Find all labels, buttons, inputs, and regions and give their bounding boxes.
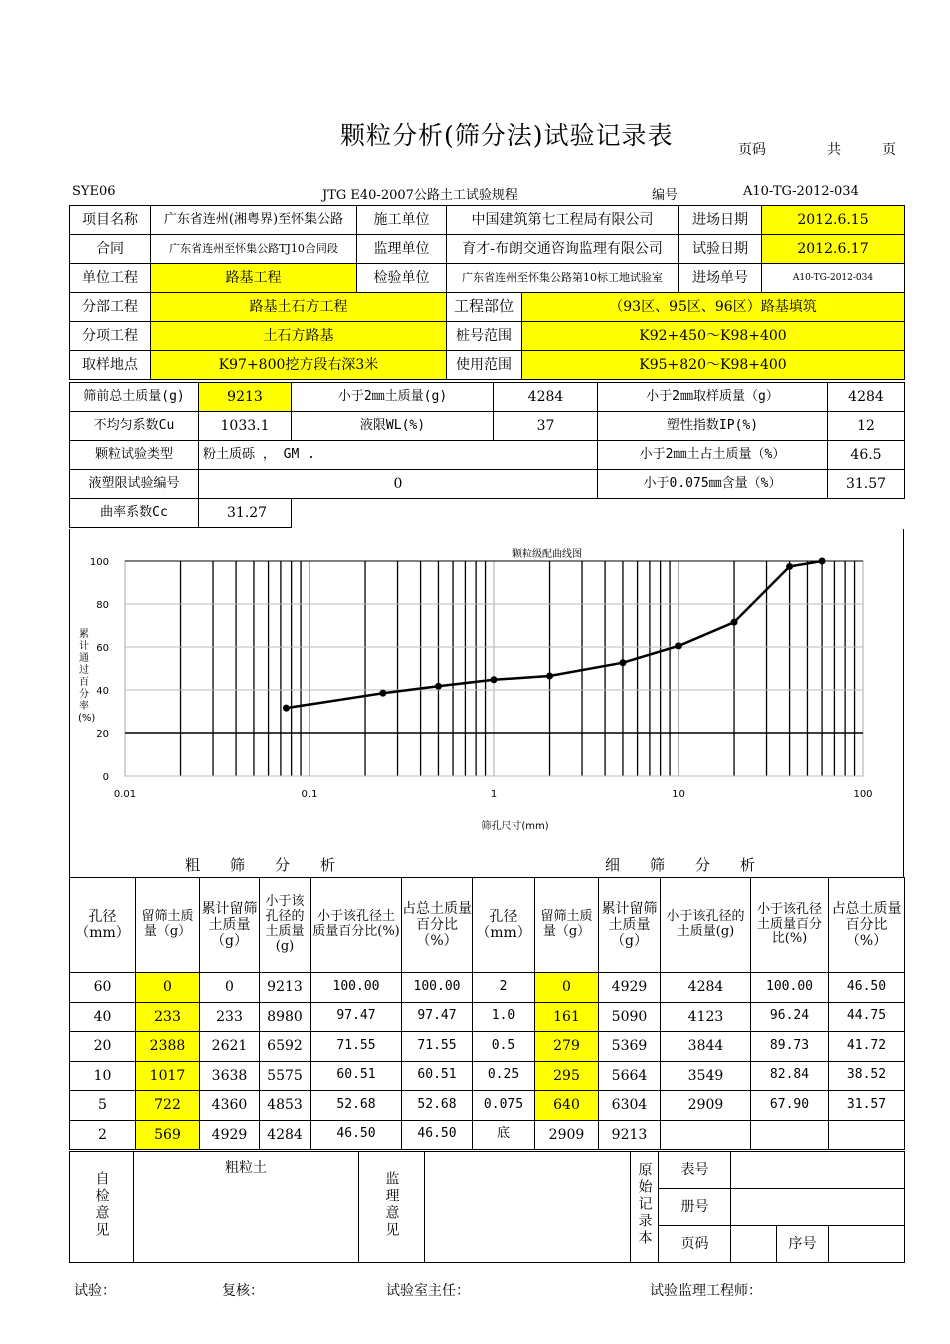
- contract-label: 合同: [70, 235, 151, 264]
- coarse-section-title: 粗 筛 分 析: [185, 856, 336, 874]
- usage-range-label: 使用范围: [447, 351, 522, 380]
- fine-cell: 0.25: [473, 1061, 535, 1091]
- chart-ylabel: 累计通过百分率(%): [78, 629, 96, 724]
- coarse-cell: 2388: [136, 1032, 200, 1062]
- record-page-label: 页码: [659, 1226, 731, 1263]
- fine-cell: 5090: [599, 1002, 661, 1032]
- coarse-cell: 5: [70, 1091, 136, 1121]
- serial-number-label: 编号: [652, 188, 679, 203]
- data-point: [619, 659, 626, 666]
- station-range: K92+450～K98+400: [522, 322, 905, 351]
- coarse-cell: 0: [136, 973, 200, 1003]
- fine-cell: 4284: [661, 973, 751, 1003]
- fine-cell: 1.0: [473, 1002, 535, 1032]
- coarse-cell: 52.68: [311, 1091, 402, 1121]
- cc-value: 31.27: [199, 499, 292, 528]
- contractor-label: 施工单位: [357, 206, 447, 235]
- coarse-cell: 71.55: [402, 1032, 473, 1062]
- total-mass-label: 筛前总土质量(g): [70, 383, 199, 412]
- sieve-row: [70, 1120, 905, 1150]
- coarse-cell: 71.55: [311, 1032, 402, 1062]
- contract: 广东省连州至怀集公路TJ10合同段: [151, 235, 357, 264]
- cu-label: 不均匀系数Cu: [70, 412, 199, 441]
- supervisor: 育才-布朗交通咨询监理有限公司: [447, 235, 679, 264]
- data-point: [675, 642, 682, 649]
- coarse-cell: 4929: [200, 1120, 260, 1150]
- coarse-cell: 6592: [260, 1032, 311, 1062]
- coarse-cell: 60.51: [311, 1061, 402, 1091]
- project-name-label: 项目名称: [70, 206, 151, 235]
- test-standard: JTG E40-2007公路土工试验规程: [322, 188, 518, 203]
- usage-range: K95+820～K98+400: [522, 351, 905, 380]
- coarse-col-cum-retained: 累计留筛土质量（g）: [200, 878, 260, 973]
- project-info-table: [69, 205, 905, 380]
- fine-cell: 4123: [661, 1002, 751, 1032]
- coarse-cell: 40: [70, 1002, 136, 1032]
- x-tick-label: 0.01: [113, 789, 137, 800]
- fine-cell: 96.24: [751, 1002, 829, 1032]
- fine-cell: [829, 1120, 905, 1150]
- fine-cell: 89.73: [751, 1032, 829, 1062]
- fine-cell: 3844: [661, 1032, 751, 1062]
- mass-below-2mm: 4284: [494, 383, 598, 412]
- sample-mass-below-2mm: 4284: [828, 383, 905, 412]
- fine-cell: 5369: [599, 1032, 661, 1062]
- unit-project: 路基工程: [151, 264, 357, 293]
- gradation-chart-svg: [70, 529, 903, 877]
- contractor: 中国建筑第七工程局有限公司: [447, 206, 679, 235]
- coarse-cell: 60.51: [402, 1061, 473, 1091]
- coarse-cell: 3638: [200, 1061, 260, 1091]
- coarse-col-retained: 留筛土质量（g）: [136, 878, 200, 973]
- tester-label: 试验：: [74, 1283, 116, 1299]
- data-point: [731, 619, 738, 626]
- coarse-cell: 722: [136, 1091, 200, 1121]
- sub-project: 土石方路基: [151, 322, 447, 351]
- coarse-cell: 2: [70, 1120, 136, 1150]
- fine-cell: [751, 1120, 829, 1150]
- test-date: 2012.6.17: [762, 235, 905, 264]
- page-unit-label: 页: [882, 142, 896, 158]
- fine-cell: 100.00: [751, 973, 829, 1003]
- coarse-cell: 60: [70, 973, 136, 1003]
- volume-no-label: 册号: [659, 1189, 731, 1226]
- fine-cell: [661, 1120, 751, 1150]
- liquid-limit: 37: [494, 412, 598, 441]
- y-tick-label: 100: [89, 557, 109, 568]
- coarse-cell: 569: [136, 1120, 200, 1150]
- mass-below-2mm-label: 小于2㎜土质量(g): [292, 383, 494, 412]
- form-code: SYE06: [72, 184, 116, 199]
- sieve-row: [70, 1002, 905, 1032]
- data-point: [819, 558, 826, 565]
- test-date-label: 试验日期: [679, 235, 762, 264]
- fine-cell: 4929: [599, 973, 661, 1003]
- original-record-label: 原始记录本: [636, 1162, 653, 1248]
- x-tick-label: 1: [490, 789, 498, 800]
- chart-xlabel: 筛孔尺寸(mm): [481, 821, 549, 832]
- form-no-label: 表号: [659, 1152, 731, 1189]
- coarse-cell: 20: [70, 1032, 136, 1062]
- station-range-label: 桩号范围: [447, 322, 522, 351]
- coarse-cell: 100.00: [311, 973, 402, 1003]
- sieve-analysis-table: [69, 877, 905, 1150]
- x-tick-label: 10: [672, 789, 685, 800]
- chart-series: [283, 558, 826, 712]
- x-tick-label: 100: [853, 789, 873, 800]
- sequence: [829, 1226, 905, 1263]
- coarse-cell: 4853: [260, 1091, 311, 1121]
- data-point: [491, 676, 498, 683]
- coarse-cell: 233: [136, 1002, 200, 1032]
- entry-date-label: 进场日期: [679, 206, 762, 235]
- project-name: 广东省连州(湘粤界)至怀集公路: [151, 206, 357, 235]
- chart-ticks: [90, 557, 873, 800]
- data-point: [786, 563, 793, 570]
- liquid-limit-label: 液限WL(%): [292, 412, 494, 441]
- coarse-cell: 2621: [200, 1032, 260, 1062]
- coarse-cell: 1017: [136, 1061, 200, 1091]
- fine-cell: 底: [473, 1120, 535, 1150]
- fine-cell: 0.5: [473, 1032, 535, 1062]
- fine-col-cum-retained: 累计留筛土质量（g）: [599, 878, 661, 973]
- fine-cell: 41.72: [829, 1032, 905, 1062]
- coarse-col-aperture: 孔径（mm）: [70, 878, 136, 973]
- data-point: [283, 705, 290, 712]
- fine-cell: 9213: [599, 1120, 661, 1150]
- sequence-label: 序号: [777, 1226, 829, 1263]
- fine-cell: 295: [535, 1061, 599, 1091]
- sampling-location: K97+800挖方段右深3米: [151, 351, 447, 380]
- reviewer-label: 复核：: [222, 1283, 264, 1299]
- entry-no: A10-TG-2012-034: [762, 264, 905, 293]
- fine-col-passing-percent: 小于该孔径土质量百分比(%): [751, 878, 829, 973]
- lab-director-label: 试验室主任：: [386, 1283, 470, 1299]
- coarse-col-total-percent: 占总土质量百分比（%）: [402, 878, 473, 973]
- page-number-label: 页码: [738, 142, 766, 158]
- data-point: [379, 690, 386, 697]
- total-mass: 9213: [199, 383, 292, 412]
- coarse-cell: 4360: [200, 1091, 260, 1121]
- comments-table: [69, 1151, 905, 1263]
- fine-cell: 0.075: [473, 1091, 535, 1121]
- fine-cell: 161: [535, 1002, 599, 1032]
- sampling-location-label: 取样地点: [70, 351, 151, 380]
- volume-no: [731, 1189, 905, 1226]
- y-tick-label: 40: [96, 686, 109, 697]
- fine-cell: 3549: [661, 1061, 751, 1091]
- percent-below-2mm: 46.5: [828, 441, 905, 470]
- coarse-cell: 10: [70, 1061, 136, 1091]
- supervisor-label: 监理单位: [357, 235, 447, 264]
- test-type-label: 颗粒试验类型: [70, 441, 199, 470]
- cc-label: 曲率系数Cc: [70, 499, 199, 528]
- entry-date: 2012.6.15: [762, 206, 905, 235]
- fine-cell: 46.50: [829, 973, 905, 1003]
- division-project-label: 分部工程: [70, 293, 151, 322]
- page-title: 颗粒分析(筛分法)试验记录表: [340, 121, 674, 150]
- inspection-unit: 广东省连州至怀集公路第10标工地试验室: [447, 264, 679, 293]
- gradation-curve: [286, 561, 822, 708]
- fine-cell: 31.57: [829, 1091, 905, 1121]
- supervision-opinion: [425, 1152, 631, 1263]
- test-type: 粉土质砾 ， GM .: [199, 441, 598, 470]
- division-project: 路基土石方工程: [151, 293, 447, 322]
- inspection-unit-label: 检验单位: [357, 264, 447, 293]
- fine-cell: 67.90: [751, 1091, 829, 1121]
- cu-value: 1033.1: [199, 412, 292, 441]
- fine-cell: 82.84: [751, 1061, 829, 1091]
- coarse-cell: 97.47: [402, 1002, 473, 1032]
- x-tick-label: 0.1: [301, 789, 318, 800]
- fine-cell: 6304: [599, 1091, 661, 1121]
- coarse-cell: 52.68: [402, 1091, 473, 1121]
- coarse-cell: 9213: [260, 973, 311, 1003]
- coarse-cell: 97.47: [311, 1002, 402, 1032]
- form-no: [731, 1152, 905, 1189]
- sub-project-label: 分项工程: [70, 322, 151, 351]
- coarse-cell: 46.50: [402, 1120, 473, 1150]
- record-page: [731, 1226, 777, 1263]
- plasticity-index-label: 塑性指数IP(%): [598, 412, 828, 441]
- y-tick-label: 20: [96, 729, 109, 740]
- coarse-cell: 8980: [260, 1002, 311, 1032]
- unit-project-label: 单位工程: [70, 264, 151, 293]
- fine-cell: 5664: [599, 1061, 661, 1091]
- fine-cell: 38.52: [829, 1061, 905, 1091]
- chart-title: 颗粒级配曲线图: [512, 549, 582, 560]
- supervising-engineer-label: 试验监理工程师：: [650, 1283, 762, 1299]
- fine-col-aperture: 孔径（mm）: [473, 878, 535, 973]
- coarse-col-passing-percent: 小于该孔径土质量百分比(%): [311, 878, 402, 973]
- sieve-row: [70, 973, 905, 1003]
- fine-cell: 2909: [661, 1091, 751, 1121]
- fine-cell: 640: [535, 1091, 599, 1121]
- fine-cell: 279: [535, 1032, 599, 1062]
- coarse-cell: 4284: [260, 1120, 311, 1150]
- fine-col-retained: 留筛土质量（g）: [535, 878, 599, 973]
- y-tick-label: 80: [96, 600, 109, 611]
- percent-below-0075-label: 小于0.075㎜含量（%）: [598, 470, 828, 499]
- chart-grid: [125, 561, 863, 776]
- sample-mass-below-2mm-label: 小于2㎜取样质量（g）: [598, 383, 828, 412]
- work-location: （93区、95区、96区）路基填筑: [522, 293, 905, 322]
- coarse-cell: 100.00: [402, 973, 473, 1003]
- atterberg-test-no: 0: [199, 470, 598, 499]
- sieve-row: [70, 1032, 905, 1062]
- work-location-label: 工程部位: [447, 293, 522, 322]
- fine-col-passing-mass: 小于该孔径的土质量(g): [661, 878, 751, 973]
- fine-col-total-percent: 占总土质量百分比（%）: [829, 878, 905, 973]
- percent-below-2mm-label: 小于2㎜土占土质量（%）: [598, 441, 828, 470]
- gradation-chart: [69, 529, 904, 877]
- plasticity-index: 12: [828, 412, 905, 441]
- sieve-row: [70, 1061, 905, 1091]
- fine-section-title: 细 筛 分 析: [605, 856, 756, 874]
- fine-cell: 2: [473, 973, 535, 1003]
- coarse-cell: 5575: [260, 1061, 311, 1091]
- fine-cell: 0: [535, 973, 599, 1003]
- atterberg-test-no-label: 液塑限试验编号: [70, 470, 199, 499]
- page-total-label: 共: [827, 142, 841, 158]
- y-tick-label: 0: [102, 772, 109, 783]
- coarse-cell: 233: [200, 1002, 260, 1032]
- fine-cell: 44.75: [829, 1002, 905, 1032]
- data-point: [546, 673, 553, 680]
- fine-cell: 2909: [535, 1120, 599, 1150]
- serial-number: A10-TG-2012-034: [743, 184, 859, 199]
- coarse-cell: 0: [200, 973, 260, 1003]
- entry-no-label: 进场单号: [679, 264, 762, 293]
- sieve-row: [70, 1091, 905, 1121]
- supervision-label: 监理意见: [383, 1170, 400, 1239]
- test-parameters-table: [69, 382, 905, 528]
- self-check-opinion: 粗粒土: [134, 1152, 359, 1263]
- self-check-label: 自检意见: [93, 1170, 110, 1239]
- y-tick-label: 60: [96, 643, 109, 654]
- data-point: [435, 683, 442, 690]
- coarse-col-passing-mass: 小于该孔径的土质量(g): [260, 878, 311, 973]
- percent-below-0075: 31.57: [828, 470, 905, 499]
- coarse-cell: 46.50: [311, 1120, 402, 1150]
